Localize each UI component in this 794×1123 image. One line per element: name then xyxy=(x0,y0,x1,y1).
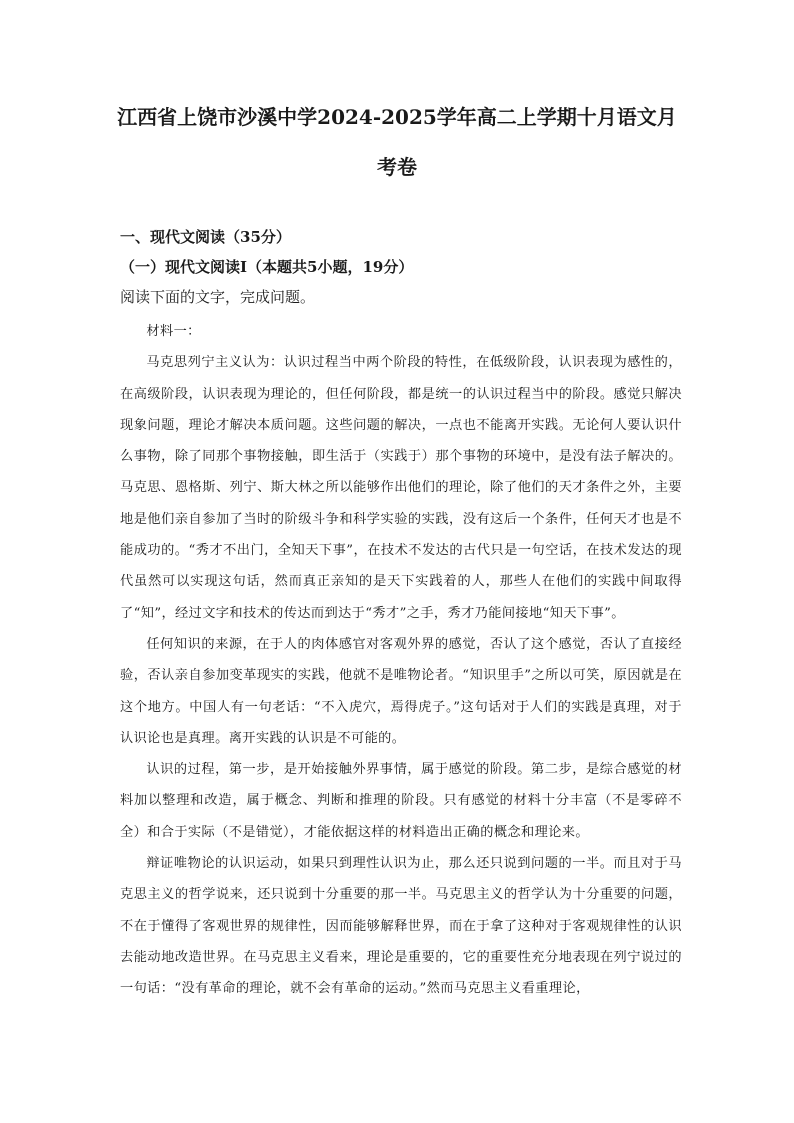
document-title xyxy=(100,92,694,192)
reading-instruction: 阅读下面的文字，完成问题。 xyxy=(120,288,316,306)
section-heading: 一、现代文阅读（35分） xyxy=(120,228,291,246)
subsection-heading: （一）现代文阅读Ⅰ（本题共5小题，19分） xyxy=(120,258,414,276)
title-line-1: 江西省上饶市沙溪中学2024-2025学年高二上学期十月语文月 xyxy=(117,105,677,129)
material-label: 材料一： xyxy=(146,324,201,339)
title-line-2: 考卷 xyxy=(377,155,417,179)
paragraph-2: 任何知识的来源，在于人的肉体感官对客观外界的感觉，否认了这个感觉，否认了直接经验，否认亲自参加变革现实的实践，他就不是唯物论者。“知识里手”之所以可笑，原因就是在这个地方。中国人有一句老话：“不入虎穴，焉得虎子。”这句话对于人们的实践是真理，对于认识论也是真理。离开实践的认识是不可能的。 xyxy=(120,636,682,746)
passage-body xyxy=(120,316,682,1005)
paragraph-3: 认识的过程，第一步，是开始接触外界事情，属于感觉的阶段。第二步，是综合感觉的材料加以整理和改造，属于概念、判断和推理的阶段。只有感觉的材料十分丰富（不是零碎不全）和合于实际（不是错觉），才能依据这样的材料造出正确的概念和理论来。 xyxy=(120,762,682,840)
paragraph-4: 辩证唯物论的认识运动，如果只到理性认识为止，那么还只说到问题的一半。而且对于马克思主义的哲学说来，还只说到十分重要的那一半。马克思主义的哲学认为十分重要的问题，不在于懂得了客观世界的规律性，因而能够解释世界，而在于拿了这种对于客观规律性的认识去能动地改造世界。在马克思主义看来，理论是重要的，它的重要性充分地表现在列宁说过的一句话：“没有革命的理论，就不会有革命的运动。”然而马克思主义看重理论， xyxy=(120,856,682,997)
paragraph-1: 马克思列宁主义认为：认识过程当中两个阶段的特性，在低级阶段，认识表现为感性的，在高级阶段，认识表现为理论的，但任何阶段，都是统一的认识过程当中的阶段。感觉只解决现象问题，理论才解决本质问题。这些问题的解决，一点也不能离开实践。无论何人要认识什么事物，除了同那个事物接触，即生活于（实践于）那个事物的环境中，是没有法子解决的。马克思、恩格斯、列宁、斯大林之所以能够作出他们的理论，除了他们的天才条件之外，主要地是他们亲自参加了当时的阶级斗争和科学实验的实践，没有这后一个条件，任何天才也是不能成功的。“秀才不出门，全知天下事”，在技术不发达的古代只是一句空话，在技术发达的现代虽然可以实现这句话，然而真正亲知的是天下实践着的人，那些人在他们的实践中间取得了“知”，经过文字和技术的传达而到达于“秀才”之手，秀才乃能间接地“知天下事”。 xyxy=(120,355,682,621)
